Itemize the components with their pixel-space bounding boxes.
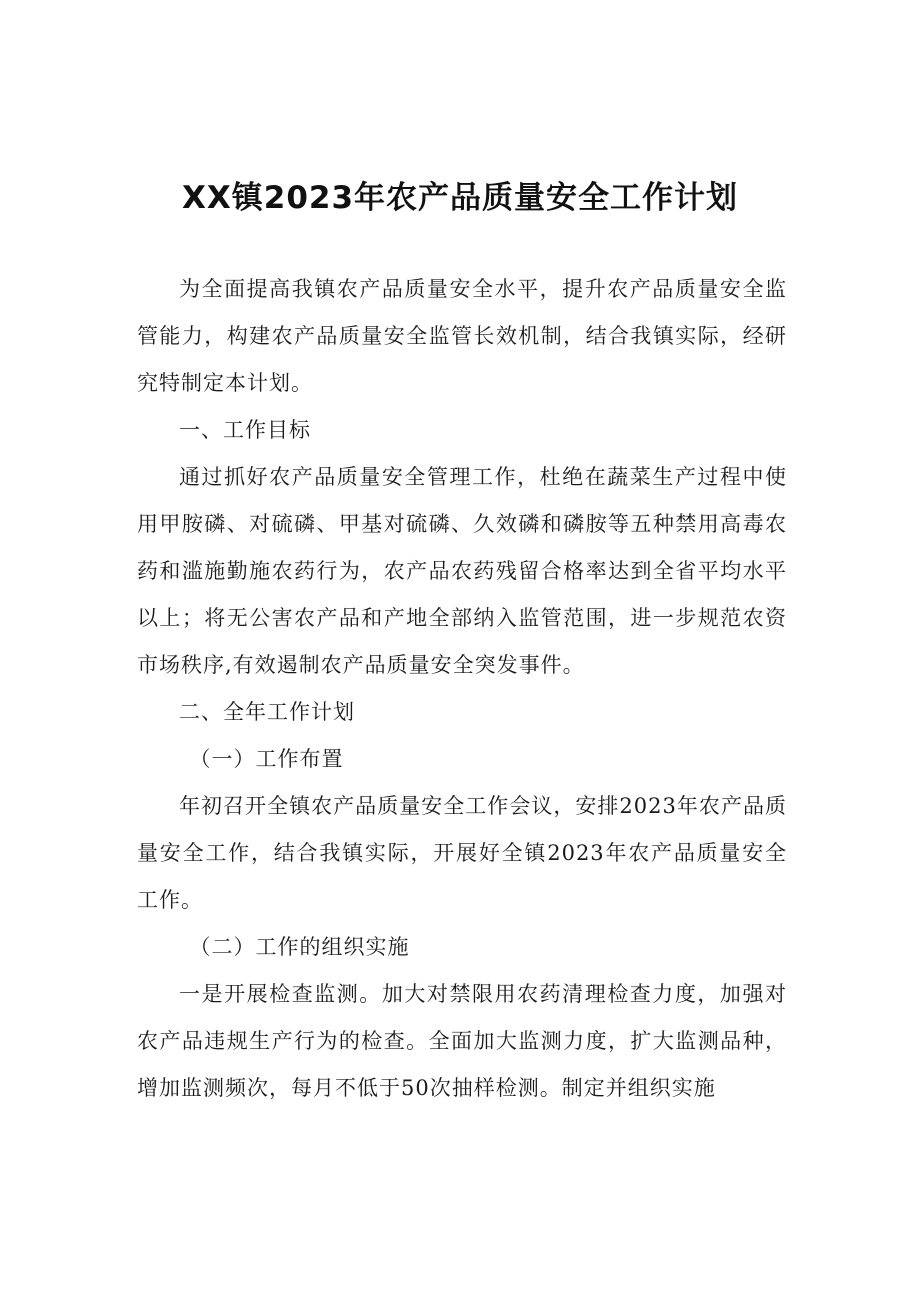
intro-paragraph: 为全面提高我镇农产品质量安全水平，提升农产品质量安全监管能力，构建农产品质量安全监管长效机制，结合我镇实际，经研究特制定本计划。 xyxy=(137,277,787,395)
subsection-heading-arrangement: （一）工作布置 xyxy=(189,747,344,771)
implementation-paragraph: 一是开展检查监测。加大对禁限用农药清理检查力度，加强对农产品违规生产行为的检查。全面加大监测力度，扩大监测品种，增加监测频次，每月不低于50次抽样检测。制定并组织实施 xyxy=(137,982,787,1100)
section-heading-annual-plan: 二、全年工作计划 xyxy=(179,700,355,724)
goals-paragraph: 通过抓好农产品质量安全管理工作，杜绝在蔬菜生产过程中使用甲胺磷、对硫磷、甲基对硫磷、久效磷和磷胺等五种禁用高毒农药和滥施勤施农药行为，农产品农药残留合格率达到全省平均水平以上；将无公害农产品和产地全部纳入监管范围，进一步规范农资市场秩序,有效遏制农产品质量安全突发事件。 xyxy=(137,465,787,677)
arrangement-paragraph: 年初召开全镇农产品质量安全工作会议，安排2023年农产品质量安全工作，结合我镇实际，开展好全镇2023年农产品质量安全工作。 xyxy=(137,794,787,912)
section-heading-goals: 一、工作目标 xyxy=(179,418,311,442)
document-title: XX镇2023年农产品质量安全工作计划 xyxy=(181,180,739,216)
document-body xyxy=(137,266,787,1112)
subsection-heading-implementation: （二）工作的组织实施 xyxy=(189,935,410,959)
